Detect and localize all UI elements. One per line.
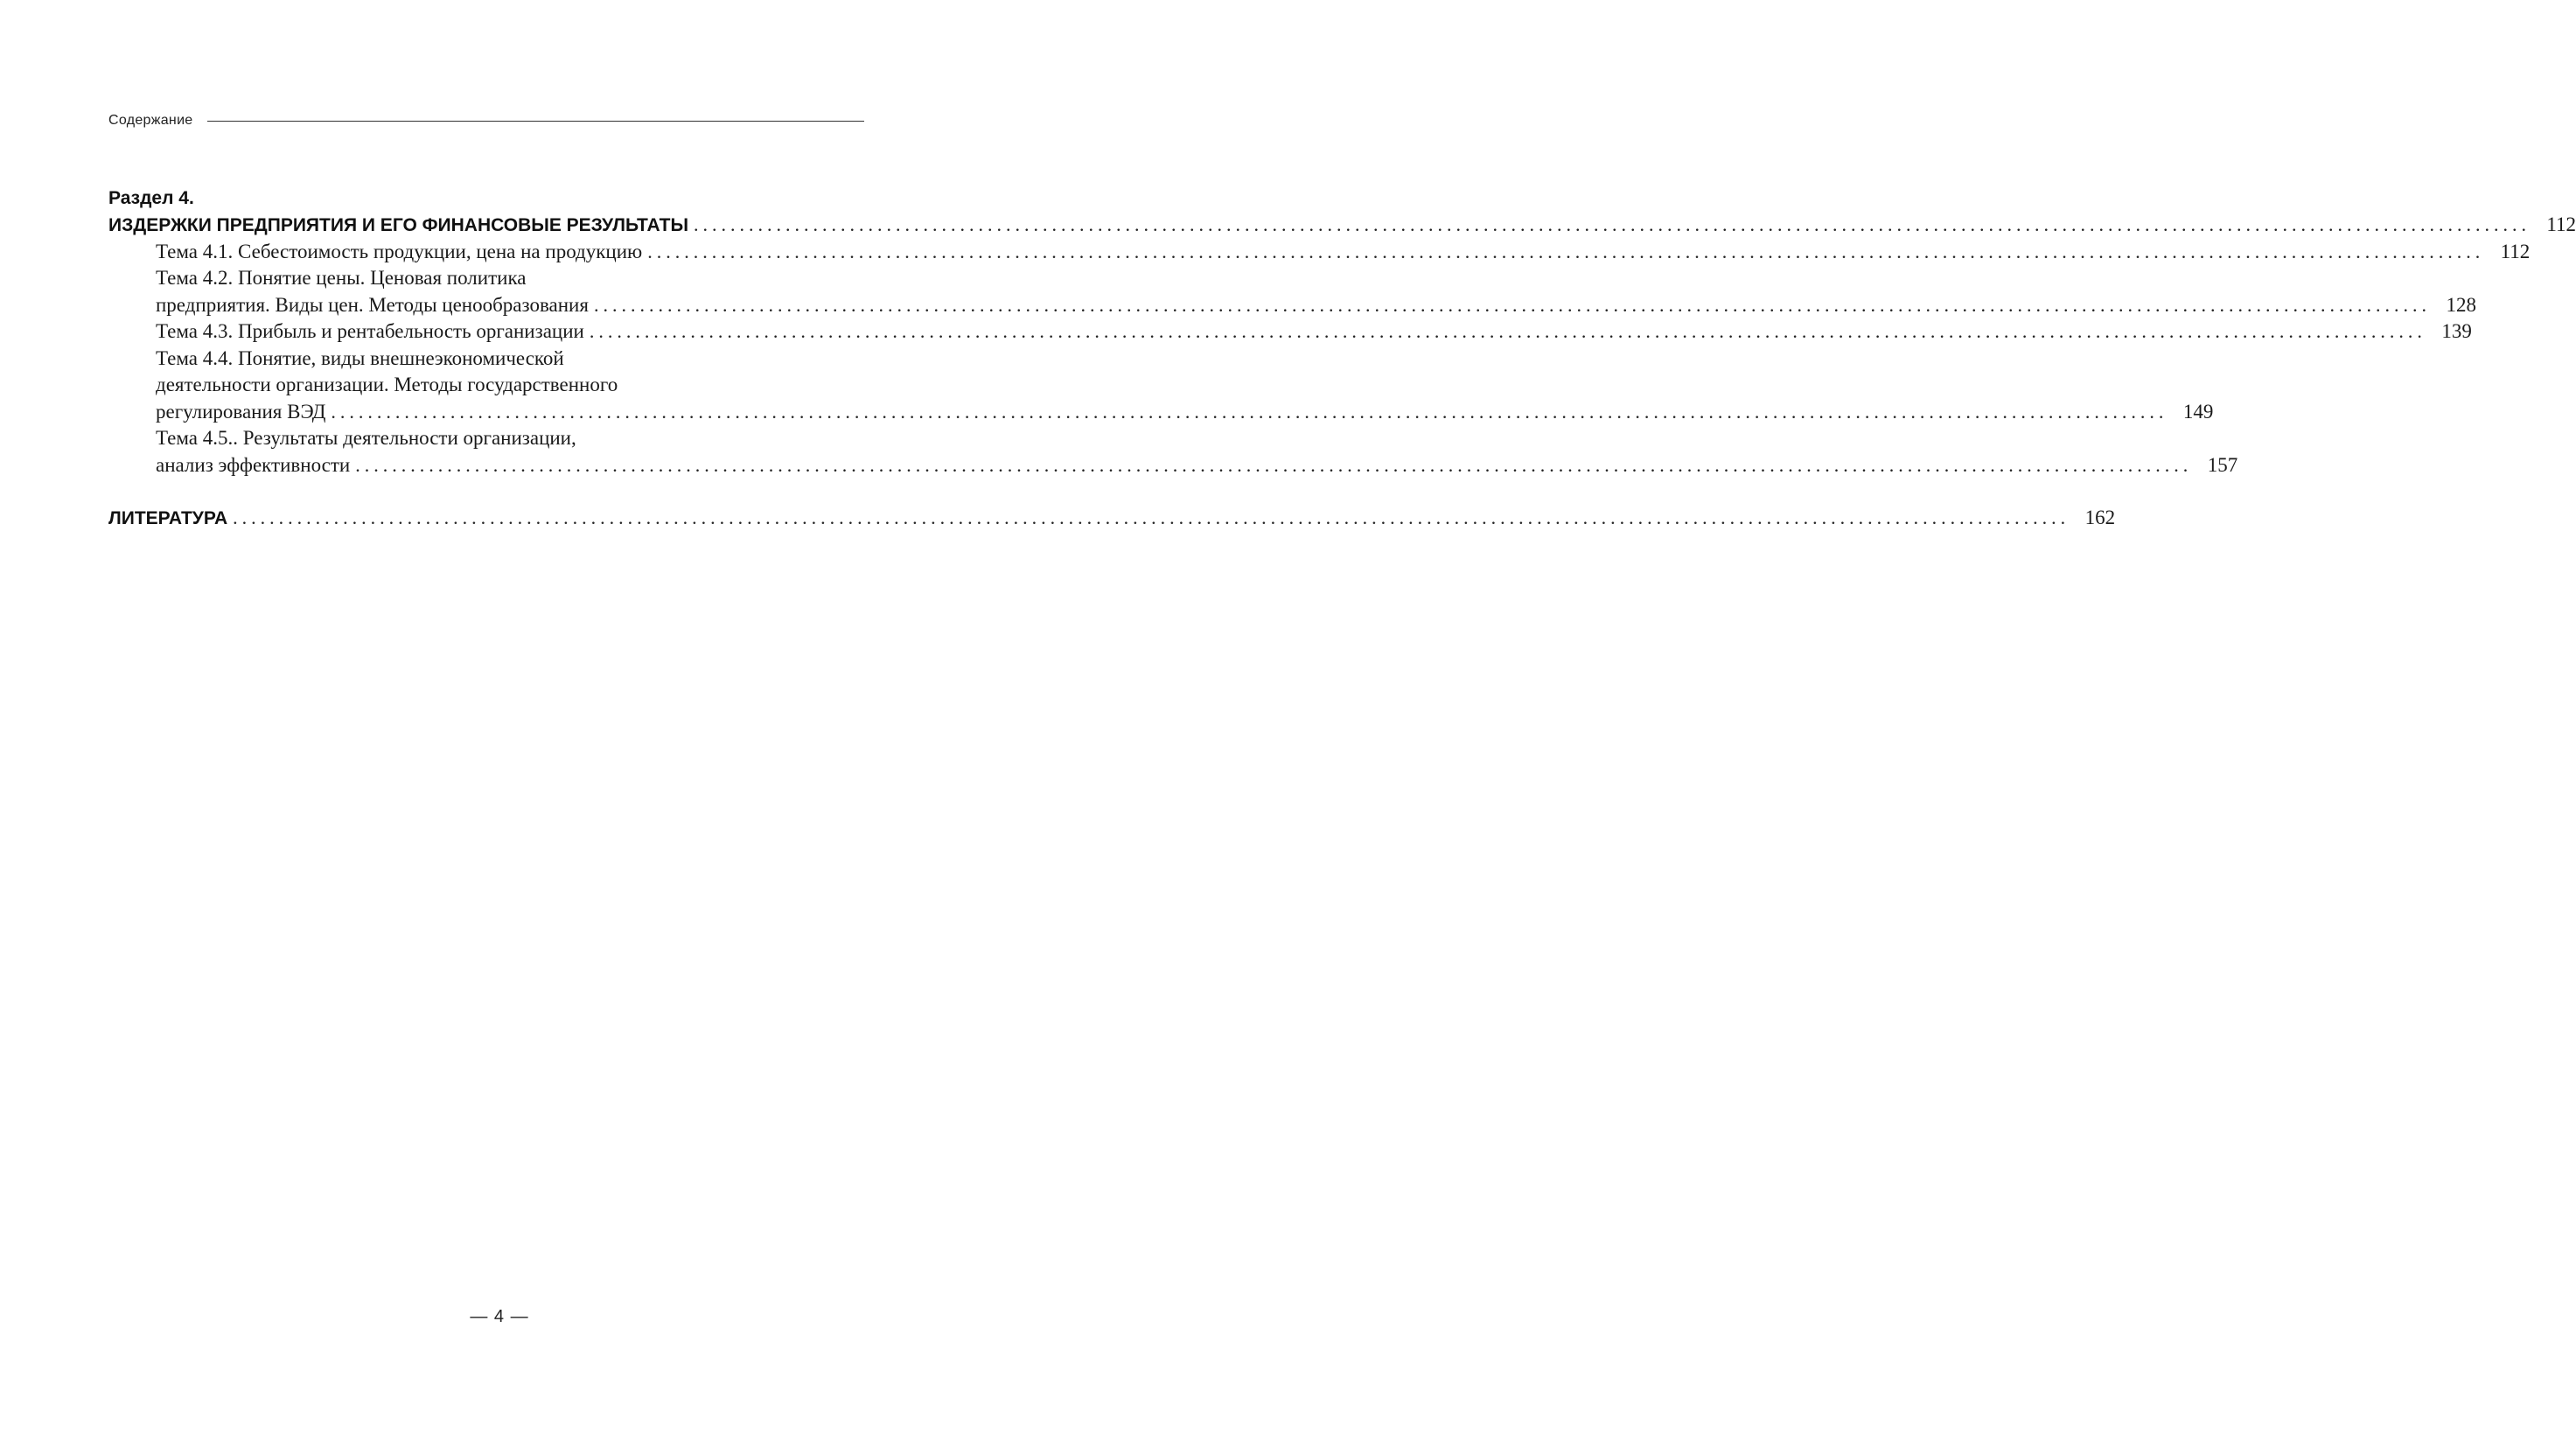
toc-entry-page: 112: [2500, 240, 2531, 262]
section-label: Раздел 4.: [108, 188, 194, 208]
toc-entry-topic-4-4[interactable]: [108, 399, 2214, 426]
dot-leader: ........................................................................................................................................................................................................: [694, 213, 2531, 235]
toc-entry-topic-4-5[interactable]: [108, 452, 2238, 479]
toc-entry-title: ИЗДЕРЖКИ ПРЕДПРИЯТИЯ И ЕГО ФИНАНСОВЫЕ РЕЗУЛЬТАТЫ: [108, 215, 689, 235]
dot-leader: ........................................................................................................................................................................................................: [589, 320, 2426, 342]
page-number: — 4 —: [470, 1307, 529, 1326]
toc-entry-page: 162: [2084, 507, 2116, 528]
dot-leader: ........................................................................................................................................................................................................: [593, 293, 2431, 316]
dot-leader: ........................................................................................................................................................................................................: [331, 400, 2168, 423]
running-head-label: Содержание: [108, 113, 193, 128]
toc-entry-topic-4-2[interactable]: [108, 292, 2476, 319]
toc-entry-title: регулирования ВЭД: [156, 400, 326, 423]
toc-entry-page: 128: [2446, 293, 2476, 316]
toc-entry-title: Тема 4.4. Понятие, виды внешнеэкономической: [156, 346, 564, 369]
toc-entry-section-4[interactable]: [108, 212, 2576, 239]
dot-leader: ........................................................................................................................................................................................................: [233, 507, 2070, 528]
toc-entry-topic-4-5-line-1[interactable]: [108, 425, 847, 452]
toc-entry-title: ЛИТЕРАТУРА: [108, 508, 228, 528]
dot-leader: ........................................................................................................................................................................................................: [355, 453, 2193, 476]
spacer: [108, 479, 847, 505]
toc-entry-title: деятельности организации. Методы государственного: [156, 374, 618, 395]
toc-entry-title: Тема 4.3. Прибыль и рентабельность организации: [156, 320, 584, 342]
toc-entry-title: Тема 4.1. Себестоимость продукции, цена на продукцию: [156, 240, 643, 262]
toc-entry-topic-4-4-line-1[interactable]: [108, 346, 847, 373]
toc-entry-page: 139: [2441, 320, 2472, 342]
running-head-rule: [207, 121, 864, 122]
dot-leader: ........................................................................................................................................................................................................: [647, 240, 2485, 262]
table-of-contents: [108, 185, 2576, 532]
toc-entry-title: анализ эффективности: [156, 453, 351, 476]
toc-entry-title: Тема 4.2. Понятие цены. Ценовая политика: [156, 267, 527, 289]
toc-entry-title: Тема 4.5.. Результаты деятельности организации,: [156, 427, 576, 449]
toc-entry-page: 112: [2546, 213, 2576, 235]
toc-entry-topic-4-3[interactable]: [108, 318, 2472, 346]
toc-entry-topic-4-1[interactable]: [108, 239, 2531, 266]
running-head: [108, 110, 864, 131]
toc-entry-literature[interactable]: [108, 505, 2116, 532]
toc-entry-page: 149: [2182, 400, 2214, 423]
toc-entry-topic-4-2-line-1[interactable]: [108, 265, 847, 292]
toc-entry-title: предприятия. Виды цен. Методы ценообразования: [156, 293, 589, 316]
toc-entry-topic-4-4-line-2[interactable]: [108, 372, 847, 399]
toc-entry-page: 157: [2207, 453, 2238, 476]
